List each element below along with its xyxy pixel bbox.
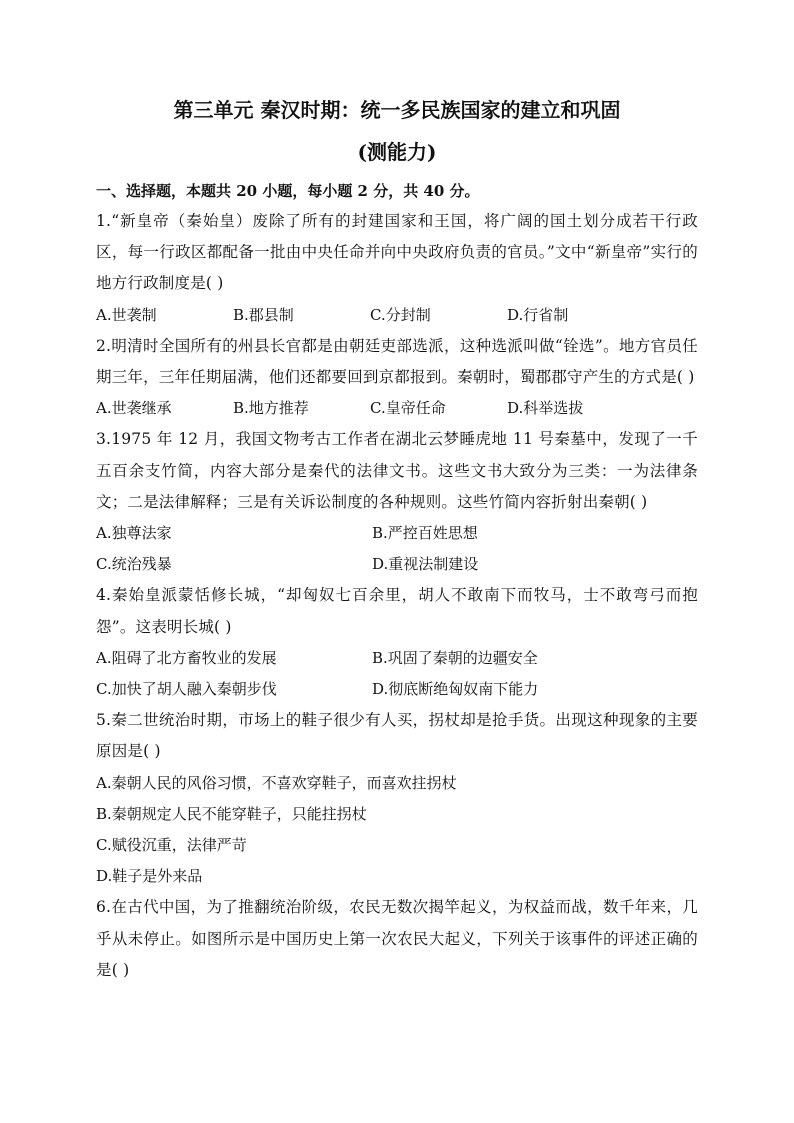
question-stem: 1.“新皇帝（秦始皇）废除了所有的封建国家和王国，将广阔的国土划分成若干行政区，每一行政区都配备一批由中央任命并向中央政府负责的官员。”文中“新皇帝”实行的地方行政制度是( ) [96, 212, 698, 293]
option-a: A.阻碍了北方畜牧业的发展 [96, 648, 277, 667]
question-2 [96, 331, 698, 425]
option-row [96, 518, 698, 549]
question-stem: 3.1975 年 12 月，我国文物考古工作者在湖北云梦睡虎地 11 号秦墓中，发现了一千五百余支竹简，内容大部分是秦代的法律文书。这些文书大致分为三类：一为法律条文；二是法律解释；三是有关诉讼制度的各种规则。这些竹简内容折射出秦朝( ) [96, 430, 698, 511]
option-row [96, 300, 698, 331]
option-b: B.地方推荐 [233, 399, 309, 418]
option-b: B.郡县制 [233, 305, 294, 324]
question-stem: 4.秦始皇派蒙恬修长城，“却匈奴七百余里，胡人不敢南下而牧马，士不敢弯弓而抱怨”。这表明长城( ) [96, 586, 698, 636]
option-row [96, 393, 698, 424]
option-a: A.世袭继承 [96, 399, 172, 418]
option-c: C.加快了胡人融入秦朝步伐 [96, 680, 277, 699]
question-list [96, 206, 698, 986]
option-d: D.重视法制建设 [372, 555, 479, 574]
question-stem: 6.在古代中国，为了推翻统治阶级，农民无数次揭竿起义，为权益而战，数千年来，几乎从未停止。如图所示是中国历史上第一次农民大起义，下列关于该事件的评述正确的是( ) [96, 898, 698, 979]
question-5 [96, 705, 698, 892]
option-row [96, 674, 698, 705]
document-title: 第三单元 秦汉时期：统一多民族国家的建立和巩固 [173, 98, 621, 122]
option-c: C.统治残暴 [96, 555, 172, 574]
option-b: B.严控百姓思想 [372, 524, 478, 543]
option-a: A.独尊法家 [96, 524, 172, 543]
question-stem: 2.明清时全国所有的州县长官都是由朝廷吏部选派，这种选派叫做“铨选”。地方官员任期三年，三年任期届满，他们还都要回到京都报到。秦朝时，蜀郡郡守产生的方式是( ) [96, 336, 698, 387]
question-4 [96, 580, 698, 705]
option-d: D.彻底断绝匈奴南下能力 [372, 680, 539, 699]
option-d: D.科举选拔 [507, 399, 584, 418]
document-subtitle: (测能力) [357, 140, 437, 164]
option-d: D.鞋子是外来品 [96, 867, 203, 886]
option-a: A.秦朝人民的风俗习惯，不喜欢穿鞋子，而喜欢拄拐杖 [96, 773, 457, 792]
option-d: D.行省制 [507, 305, 569, 324]
option-a: A.世袭制 [96, 305, 157, 324]
section-heading: 一、选择题，本题共 20 小题，每小题 2 分，共 40 分。 [96, 182, 480, 200]
option-c: C.皇帝任命 [370, 399, 446, 418]
option-row [96, 643, 698, 674]
question-1 [96, 206, 698, 331]
question-6 [96, 892, 698, 986]
option-row [96, 549, 698, 580]
question-stem: 5.秦二世统治时期，市场上的鞋子很少有人买，拐杖却是抢手货。出现这种现象的主要原因是( ) [96, 711, 698, 761]
option-c: C.赋役沉重，法律严苛 [96, 836, 247, 855]
option-b: B.秦朝规定人民不能穿鞋子，只能拄拐杖 [96, 804, 367, 823]
option-c: C.分封制 [370, 305, 431, 324]
option-b: B.巩固了秦朝的边疆安全 [372, 648, 538, 667]
question-3 [96, 424, 698, 580]
